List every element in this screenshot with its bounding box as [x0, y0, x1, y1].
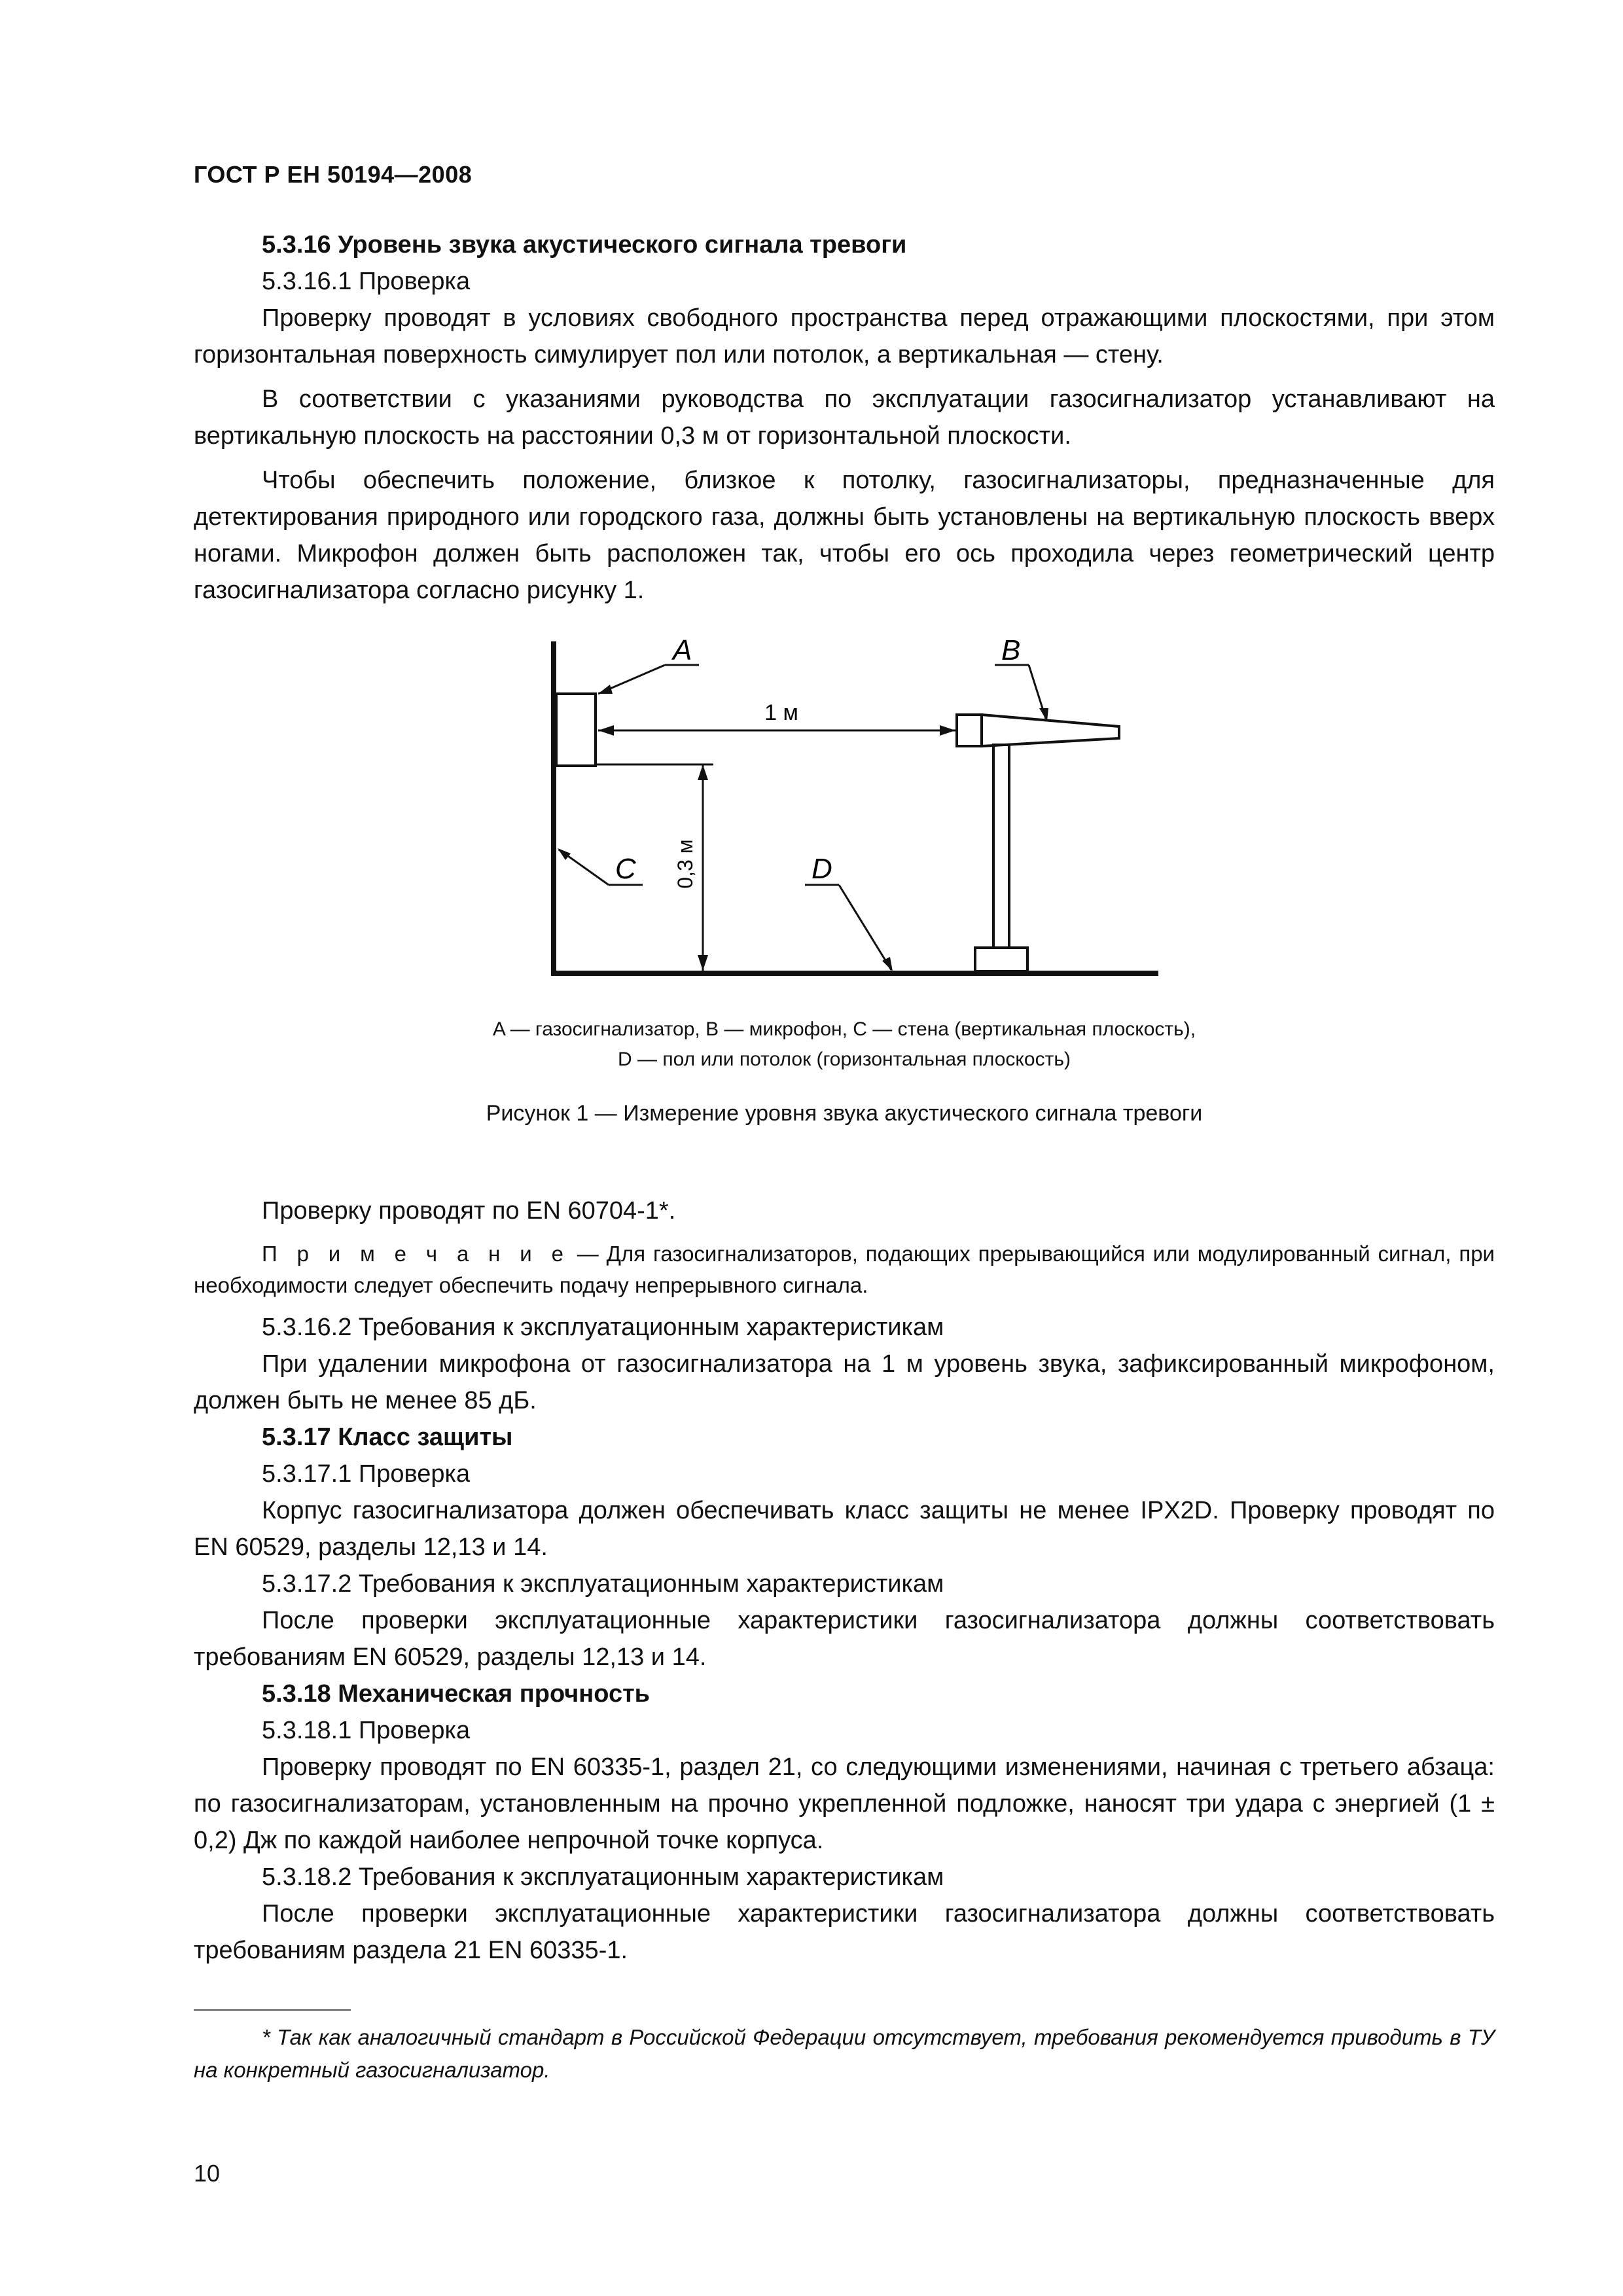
section-heading: 5.3.18 Механическая прочность — [262, 1680, 651, 1708]
gas-detector-box — [556, 694, 596, 766]
figure-legend — [194, 1014, 1495, 1075]
page-number: 10 — [194, 2160, 221, 2187]
stand-base — [975, 948, 1027, 971]
label-c: C — [615, 853, 636, 885]
label-d: D — [812, 853, 832, 885]
paragraph: В соответствии с указаниями руководства по эксплуатации газосигнализатор устанавливают на вертикальную плоскость на расстоянии 0,3 м от горизонтальной плоскости. — [194, 386, 1495, 450]
note — [194, 1238, 1495, 1301]
microphone-stand — [993, 745, 1009, 948]
arrowhead — [558, 848, 571, 860]
label-a: A — [673, 634, 692, 666]
after-figure-block — [194, 1193, 1495, 1969]
setup-diagram — [530, 622, 1158, 988]
legend-line: A — газосигнализатор, B — микрофон, C — стена (вертикальная плоскость), — [492, 1018, 1196, 1040]
paragraph: После проверки эксплуатационные характеристики газосигнализатора должны соответствовать требованиям раздела 21 EN 60335-1. — [194, 1900, 1495, 1964]
paragraph: При удалении микрофона от газосигнализатора на 1 м уровень звука, зафиксированный микрофоном, должен быть не менее 85 дБ. — [194, 1350, 1495, 1414]
leader-line-d — [839, 885, 891, 970]
dimension-label-1m: 1 м — [764, 700, 798, 725]
subsection-heading: 5.3.18.2 Требования к эксплуатационным характеристикам — [262, 1863, 944, 1891]
section-heading: 5.3.17 Класс защиты — [262, 1424, 513, 1451]
paragraph: Проверку проводят в условиях свободного пространства перед отражающими плоскостями, при этом горизонтальная поверхность симулирует пол или потолок, а вертикальная — стену. — [194, 304, 1495, 368]
document-header: ГОСТ Р ЕН 50194—2008 — [194, 161, 473, 188]
section-5-3-16 — [194, 226, 1495, 609]
arrowhead — [698, 955, 708, 971]
arrowhead — [598, 685, 613, 694]
figure-caption: Рисунок 1 — Измерение уровня звука акустического сигнала тревоги — [486, 1101, 1203, 1126]
arrowhead — [698, 764, 708, 780]
dimension-label-0-3m: 0,3 м — [673, 839, 697, 889]
note-text: — Для газосигнализаторов, подающих прерывающийся или модулированный сигнал, при необходимости следует обеспечить подачу непрерывного сигнала. — [194, 1242, 1495, 1297]
microphone-head — [957, 715, 982, 746]
footnote: * Так как аналогичный стандарт в Российской Федерации отсутствует, требования рекомендуется приводить в ТУ на конкретный газосигнализатор. — [194, 2025, 1495, 2082]
note-label: П р и м е ч а н и е — [262, 1242, 569, 1266]
label-b: B — [1001, 634, 1021, 666]
figure-measurement-setup — [530, 622, 1158, 988]
legend-line: D — пол или потолок (горизонтальная плоскость) — [618, 1049, 1071, 1070]
paragraph: Проверку проводят по EN 60704-1*. — [262, 1197, 676, 1225]
subsection-heading: 5.3.16.1 Проверка — [262, 268, 471, 295]
subsection-heading: 5.3.16.2 Требования к эксплуатационным характеристикам — [262, 1314, 944, 1341]
section-heading: 5.3.16 Уровень звука акустического сигнала тревоги — [262, 231, 907, 259]
subsection-heading: 5.3.17.1 Проверка — [262, 1460, 471, 1488]
arrowhead — [940, 725, 955, 736]
paragraph: Корпус газосигнализатора должен обеспечивать класс защиты не менее IPX2D. Проверку проводят по EN 60529, разделы 12,13 и 14. — [194, 1497, 1495, 1561]
footnote-separator — [194, 2009, 351, 2011]
arrowhead — [598, 725, 614, 736]
paragraph: Проверку проводят по EN 60335-1, раздел 21, со следующими изменениями, начиная с третьего абзаца: по газосигнализаторам, установленным на прочно укрепленной подложке, наносят три удара с энергией (1 ± 0,2) Дж по каждой наиболее непрочной точке корпуса. — [194, 1753, 1495, 1854]
subsection-heading: 5.3.17.2 Требования к эксплуатационным характеристикам — [262, 1570, 944, 1598]
microphone-body — [982, 715, 1119, 746]
subsection-heading: 5.3.18.1 Проверка — [262, 1717, 471, 1744]
paragraph: Чтобы обеспечить положение, близкое к потолку, газосигнализаторы, предназначенные для детектирования природного или городского газа, должны быть установлены на вертикальную плоскость вверх ногами. Микрофон должен быть расположен так, чтобы его ось проходила через геометрический центр газосигнализатора согласно рисунку 1. — [194, 467, 1495, 604]
paragraph: После проверки эксплуатационные характеристики газосигнализатора должны соответствовать требованиям EN 60529, разделы 12,13 и 14. — [194, 1607, 1495, 1671]
